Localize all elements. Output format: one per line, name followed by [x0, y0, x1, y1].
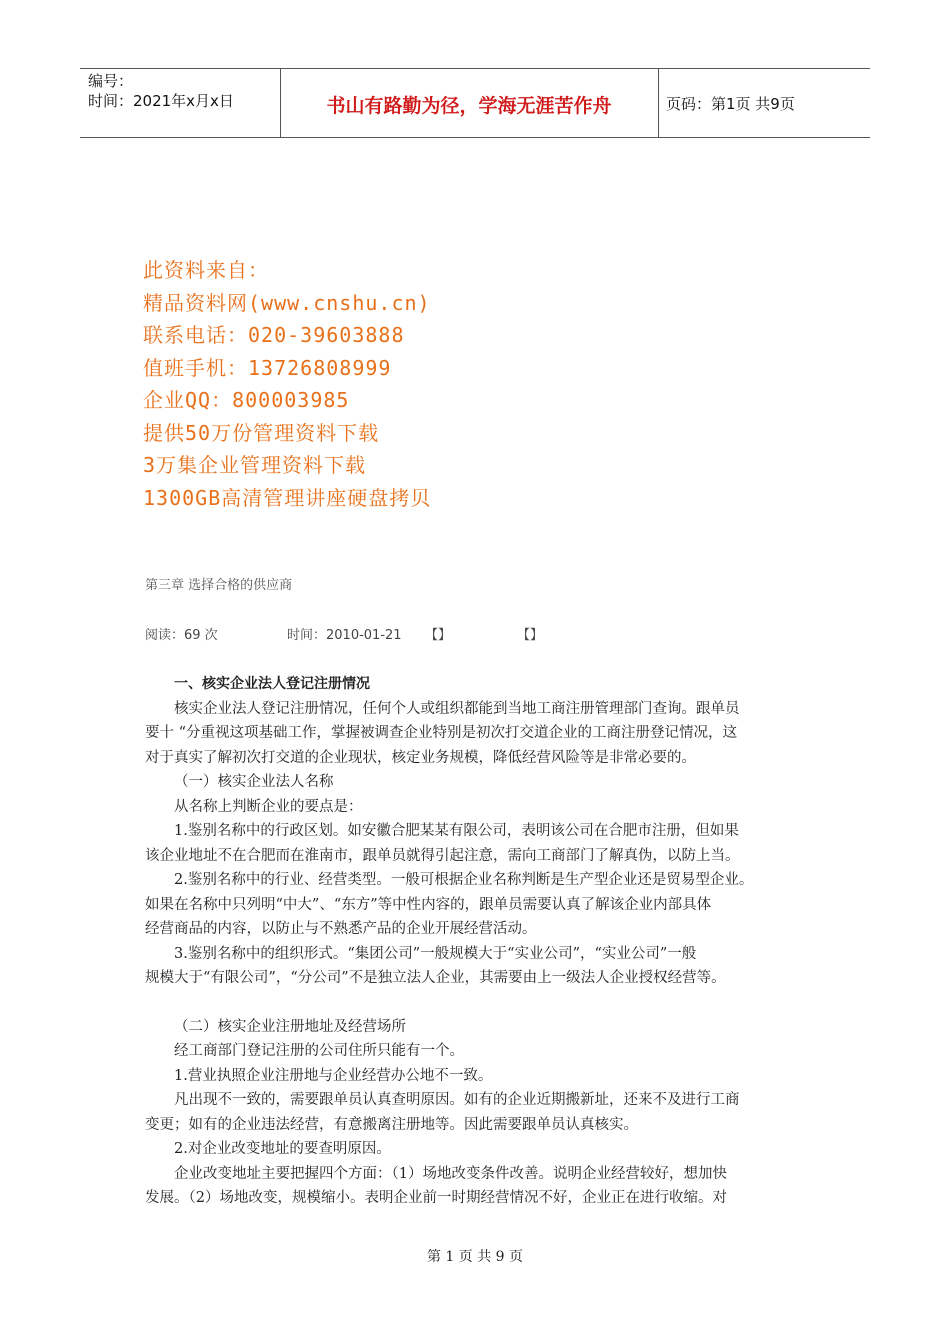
header-page-number: 页码：第1页 共9页 — [666, 95, 795, 113]
ad-line: 此资料来自： — [143, 258, 269, 282]
subheading: （二）核实企业注册地址及经营场所 — [174, 1018, 406, 1035]
bracket-link[interactable]: 【】 — [425, 628, 452, 643]
header-info — [88, 71, 234, 111]
paragraph-line: 要十 “分重视这项基础工作，掌握被调查企业特别是初次打交道企业的工商注册登记情况，这 — [145, 725, 738, 741]
section-heading: 一、核实企业法人登记注册情况 — [174, 676, 370, 692]
header-divider — [658, 69, 659, 137]
paragraph-line: 对于真实了解初次打交道的企业现状，核定业务规模，降低经营风险等是非常必要的。 — [145, 749, 696, 766]
paragraph-line: 如果在名称中只列明“中大”、“东方”等中性内容的，跟单员需要认真了解该企业内部具体 — [145, 896, 712, 913]
serial-label: 编号： — [88, 72, 134, 90]
document-header — [80, 68, 870, 138]
ad-line: 企业QQ：800003985 — [143, 388, 350, 412]
paragraph-line: 规模大于“有限公司”，“分公司”不是独立法人企业，其需要由上一级法人企业授权经营等。 — [145, 970, 726, 986]
paragraph-line: 1.鉴别名称中的行政区划。如安徽合肥某某有限公司，表明该公司在合肥市注册，但如果 — [174, 823, 739, 839]
page-footer: 第 1 页 共 9 页 — [426, 1249, 524, 1265]
paragraph-line: 2.鉴别名称中的行业、经营类型。一般可根据企业名称判断是生产型企业还是贸易型企业。 — [174, 872, 754, 888]
paragraph-line: 2.对企业改变地址的要查明原因。 — [174, 1141, 391, 1157]
read-count: 阅读：69 次 — [145, 628, 218, 643]
paragraph-line: 该企业地址不在合肥而在淮南市，跟单员就得引起注意，需向工商部门了解真伪，以防上当。 — [145, 847, 740, 864]
paragraph-line: 经营商品的内容，以防止与不熟悉产品的企业开展经营活动。 — [145, 921, 537, 937]
bracket-link[interactable]: 【】 — [517, 628, 544, 643]
paragraph-line: 核实企业法人登记注册情况，任何个人或组织都能到当地工商注册管理部门查询。跟单员 — [174, 700, 740, 717]
paragraph-line: 发展。（2）场地改变，规模缩小。表明企业前一时期经营情况不好，企业正在进行收缩。对 — [145, 1190, 727, 1206]
ad-line: 提供50万份管理资料下载 — [143, 420, 380, 445]
paragraph-line: 经工商部门登记注册的公司住所只能有一个。 — [174, 1043, 464, 1059]
paragraph-line: 3.鉴别名称中的组织形式。“集团公司”一般规模大于“实业公司”，“实业公司”一般 — [174, 945, 697, 962]
paragraph-line: 从名称上判断企业的要点是： — [174, 798, 363, 815]
paragraph-line: 企业改变地址主要把握四个方面：（1）场地改变条件改善。说明企业经营较好，想加快 — [174, 1165, 727, 1182]
source-ad-block — [143, 254, 431, 514]
chapter-title: 第三章 选择合格的供应商 — [145, 578, 293, 593]
ad-line: 值班手机：13726808999 — [143, 355, 392, 380]
ad-line: 1300GB高清管理讲座硬盘拷贝 — [143, 485, 432, 510]
ad-line: 联系电话：020-39603888 — [143, 323, 405, 347]
publish-time: 时间：2010-01-21 — [287, 628, 402, 643]
paragraph-line: 1.营业执照企业注册地与企业经营办公地不一致。 — [174, 1067, 493, 1084]
paragraph-line: 变更；如有的企业违法经营，有意搬离注册地等。因此需要跟单员认真核实。 — [145, 1116, 638, 1133]
ad-line: 精品资料网(www.cnshu.cn) — [143, 290, 431, 315]
paragraph-line: 凡出现不一致的，需要跟单员认真查明原因。如有的企业近期搬新址，还来不及进行工商 — [174, 1092, 740, 1108]
article-body — [145, 672, 807, 1211]
ad-line: 3万集企业管理资料下载 — [143, 453, 367, 477]
header-motto: 书山有路勤为径，学海无涯苦作舟 — [326, 95, 612, 117]
subheading: （一）核实企业法人名称 — [174, 774, 334, 790]
time-label: 时间：2021年x月x日 — [88, 92, 234, 110]
